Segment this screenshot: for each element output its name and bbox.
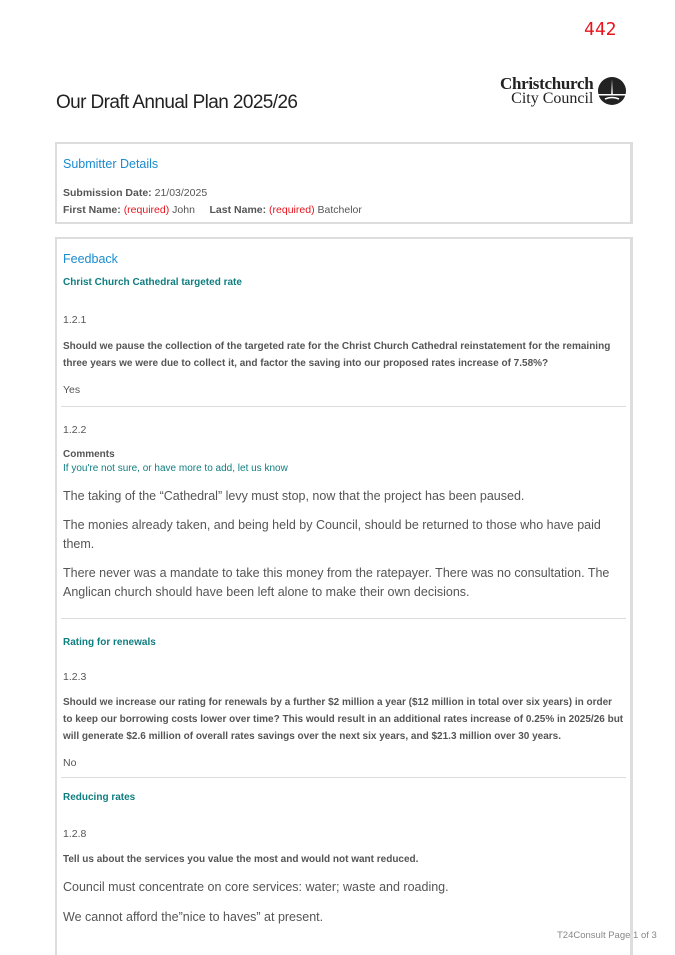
comments-hint: If you're not sure, or have more to add, let us know bbox=[63, 463, 288, 474]
submission-date: 21/03/2025 bbox=[154, 187, 208, 199]
divider bbox=[61, 406, 626, 407]
logo-line2: City Council bbox=[511, 90, 594, 107]
comment-paragraph: The taking of the “Cathedral” levy must stop, now that the project has been paused. bbox=[63, 489, 525, 503]
submitter-details-section bbox=[55, 142, 633, 224]
comment-paragraph: We cannot afford the”nice to haves” at present. bbox=[63, 910, 324, 924]
page-number: 442 bbox=[584, 19, 617, 40]
comment-paragraph: There never was a mandate to take this money from the ratepayer. There was no consultation. The Anglican church should have been left alone to make their own decisions. bbox=[63, 566, 610, 599]
cathedral-logo-icon bbox=[597, 76, 627, 106]
topic-heading: Christ Church Cathedral targeted rate bbox=[63, 277, 242, 288]
first-name: John bbox=[172, 204, 195, 216]
comment-paragraph: Council must concentrate on core services: water; waste and roading. bbox=[63, 880, 449, 894]
question-text: Should we increase our rating for renewals by a further $2 million a year ($12 million in total over six years) in order to keep our borrowing costs lower over time? This would result in an additional rates increase of 0.25% in 2025/26 but will generate $2.6 million of overall rates savings over the next six years, and $21.3 million over 30 years. bbox=[63, 697, 624, 742]
question-text: Tell us about the services you value the most and would not want reduced. bbox=[63, 854, 419, 865]
answer: Yes bbox=[63, 384, 81, 396]
question-number: 1.2.2 bbox=[63, 424, 87, 436]
question-text: Should we pause the collection of the targeted rate for the Christ Church Cathedral reinstatement for the remaining three years we were due to collect it, and factor the saving into our proposed rates increase of 7.58%? bbox=[63, 341, 611, 369]
divider bbox=[61, 618, 626, 619]
submission-date-label: Submission Date: bbox=[63, 187, 152, 199]
required-marker: (required) bbox=[123, 204, 170, 216]
section-heading: Submitter Details bbox=[63, 157, 159, 171]
question-number: 1.2.8 bbox=[63, 828, 87, 840]
logo-line1: Christchurch bbox=[500, 74, 594, 93]
question-number: 1.2.3 bbox=[63, 671, 87, 683]
last-name-label: Last Name: bbox=[209, 204, 267, 216]
first-name-label: First Name: bbox=[63, 204, 121, 216]
question-number: 1.2.1 bbox=[63, 314, 87, 326]
topic-heading: Rating for renewals bbox=[63, 637, 156, 648]
page-title: Our Draft Annual Plan 2025/26 bbox=[56, 92, 298, 113]
comment-paragraph: The monies already taken, and being held by Council, should be returned to those who have paid them. bbox=[63, 518, 601, 551]
divider bbox=[61, 777, 626, 778]
topic-heading: Reducing rates bbox=[63, 792, 136, 803]
answer: No bbox=[63, 757, 77, 769]
feedback-section bbox=[55, 237, 633, 955]
council-logo bbox=[500, 76, 627, 106]
required-marker: (required) bbox=[269, 204, 315, 216]
last-name: Batchelor bbox=[317, 204, 362, 216]
page-footer: T24Consult Page 1 of 3 bbox=[557, 930, 657, 941]
comments-label: Comments bbox=[63, 449, 115, 460]
section-heading: Feedback bbox=[63, 252, 118, 266]
